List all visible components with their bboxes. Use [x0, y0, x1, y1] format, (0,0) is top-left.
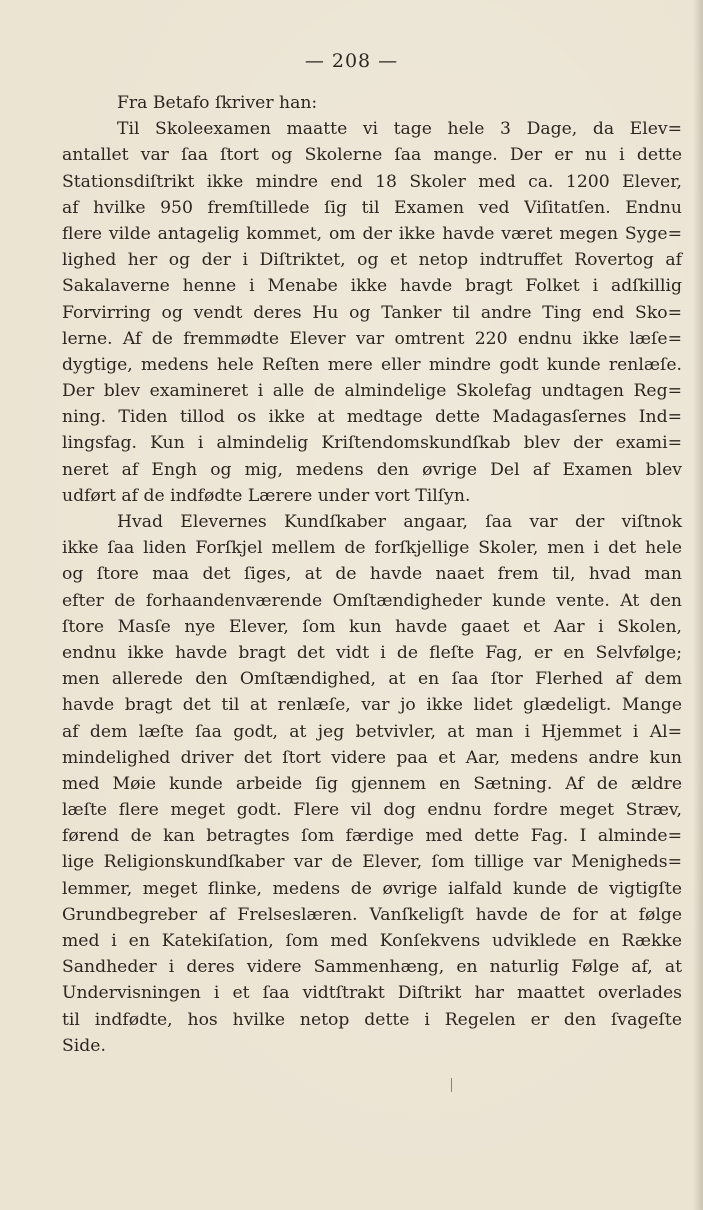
- stray-mark: [451, 1078, 452, 1092]
- text-line: antallet var ſaa ſtort og Skolerne ſaa mange. Der er nu i dette: [62, 145, 682, 166]
- text-line: lerne. Af de fremmødte Elever var omtrent 220 endnu ikke læſe=: [62, 328, 682, 349]
- text-line: af dem læſte ſaa godt, at jeg betvivler, at man i Hjemmet i Al=: [62, 721, 682, 742]
- text-line: Hvad Elevernes Kundſkaber angaar, ſaa var der viſtnok: [117, 512, 682, 532]
- text-line: endnu ikke havde bragt det vidt i de fleſte Fag, er en Selvfølge;: [62, 642, 682, 663]
- text-line: ſtore Masſe nye Elever, ſom kun havde gaaet et Aar i Skolen,: [62, 616, 682, 637]
- text-line: Stationsdiſtrikt ikke mindre end 18 Skoler med ca. 1200 Elever,: [62, 171, 682, 192]
- text-line: lingsfag. Kun i almindelig Kriſtendomskundſkab blev der exami=: [62, 433, 682, 454]
- text-line: Sakalaverne henne i Menabe ikke havde bragt Folket i adſkillig: [62, 276, 682, 297]
- spine-shadow: [693, 0, 703, 1210]
- text-line: lemmer, meget flinke, medens de øvrige ialfald kunde de vigtigſte: [62, 878, 682, 899]
- text-line: dygtige, medens hele Reſten mere eller mindre godt kunde renlæſe.: [62, 354, 682, 375]
- text-line: mindelighed driver det ſtort videre paa et Aar, medens andre kun: [62, 747, 682, 768]
- text-line: men allerede den Omſtændighed, at en ſaa ſtor Flerhed af dem: [62, 669, 682, 690]
- text-line: førend de kan betragtes ſom færdige med dette Fag. I almindе=: [62, 826, 682, 847]
- text-line: Forvirring og vendt deres Hu og Tanker til andre Ting end Sko=: [62, 302, 682, 323]
- text-line: Der blev examineret i alle de almindelige Skolefag undtagen Reg=: [62, 381, 682, 402]
- text-line: udført af de indfødte Lærere under vort Tilſyn.: [62, 485, 471, 506]
- text-line: efter de forhaandenværende Omſtændigheder kunde vente. At den: [62, 590, 682, 611]
- text-line: Side.: [62, 1035, 106, 1056]
- text-line: Sandheder i deres videre Sammenhæng, en naturlig Følge af, at: [62, 957, 682, 978]
- text-line: ikke ſaa liden Forſkjel mellem de forſkjellige Skoler, men i det hele: [62, 538, 682, 559]
- body-text: [62, 90, 682, 1059]
- text-line: ning. Tiden tillod os ikke at medtage dette Madagasſernes Ind=: [62, 407, 682, 428]
- text-line: havde bragt det til at renlæſe, var jo ikke lidet glædeligt. Mange: [62, 695, 682, 716]
- text-line: af hvilke 950 fremſtillede ſig til Examen ved Viſitatſen. Endnu: [62, 197, 682, 218]
- text-line: læſte flere meget godt. Flere vil dog endnu fordre meget Stræv,: [62, 800, 682, 821]
- text-line: Fra Betafo ſkriver han:: [117, 93, 318, 113]
- text-line: Til Skoleexamen maatte vi tage hele 3 Dage, da Elev=: [117, 119, 682, 140]
- text-line: Grundbegreber af Frelseslæren. Vanſkeligſt havde de for at følge: [62, 904, 682, 925]
- text-line: flere vilde antagelig kommet, om der ikke havde været megen Syge=: [62, 223, 682, 244]
- text-line: neret af Engh og mig, medens den øvrige Del af Examen blev: [62, 459, 682, 480]
- text-line: Undervisningen i et ſaa vidtſtrakt Diſtrikt har maattet overlades: [62, 983, 682, 1004]
- text-line: til indfødte, hos hvilke netop dette i Regelen er den ſvageſte: [62, 1009, 682, 1030]
- text-line: og ſtore maa det ſiges, at de havde naaet frem til, hvad man: [62, 564, 682, 585]
- text-line: med Møie kunde arbeide ſig gjennem en Sætning. Af de ældre: [62, 773, 682, 794]
- text-line: lighed her og der i Diſtriktet, og et netop indtruffet Rovertog af: [62, 250, 682, 271]
- text-line: med i en Katekiſation, ſom med Konſekvens udviklede en Række: [62, 931, 682, 951]
- text-line: lige Religionskundſkaber var de Elever, ſom tillige var Menigheds=: [62, 852, 682, 873]
- page-number: — 208 —: [304, 50, 399, 72]
